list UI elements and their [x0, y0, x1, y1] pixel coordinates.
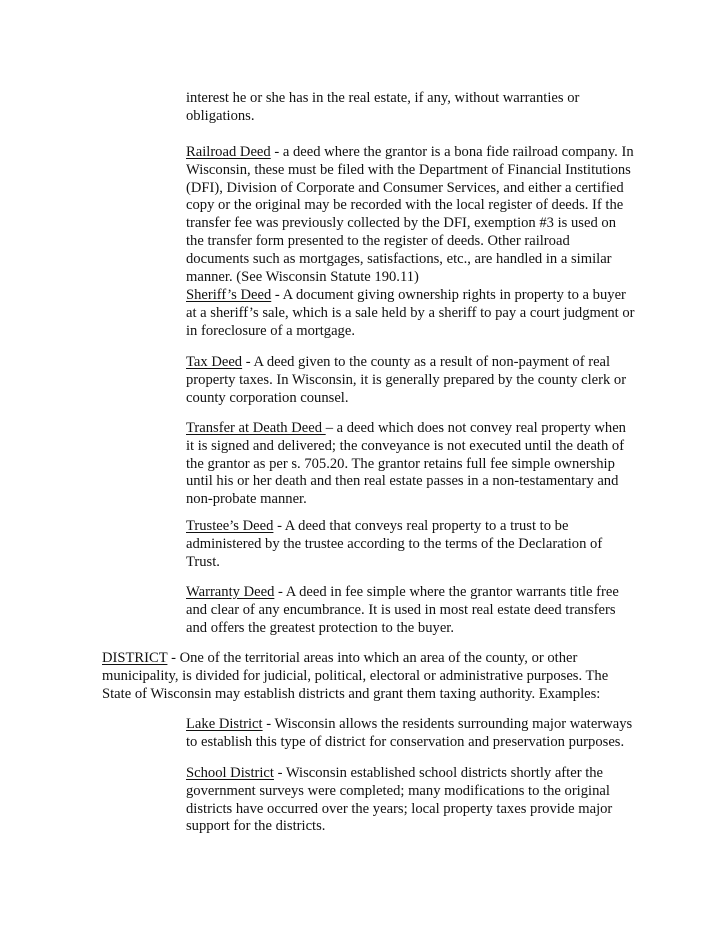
transfer-at-death-deed-entry: [186, 420, 636, 509]
trustees-deed-definition: - A deed that conveys real property to a trust to be administered by the trustee according to the terms of the Declaration of Trust.: [186, 518, 603, 570]
trustees-deed-entry: [186, 518, 636, 571]
railroad-deed-definition: - a deed where the grantor is a bona fide railroad company. In Wisconsin, these must be filed with the Department of Financial Institutions (DFI), Division of Corporate and Consumer Services, and either a certified copy or the original may be recorded with the local register of deeds. If the transfer fee was previously collected by the DFI, exemption #3 is used on the transfer form presented to the register of deeds. Other railroad documents such as mortgages, satisfactions, etc., are handled in a similar manner. (See Wisconsin Statute 190.11): [186, 144, 634, 285]
transfer-at-death-deed-definition: – a deed which does not convey real property when it is signed and delivered; the conveyance is not executed until the death of the grantor as per s. 705.20. The grantor retains full fee simple ownership until his or her death and then real estate passes in a non-testamentary and non-probate manner.: [186, 420, 626, 508]
sheriffs-deed-definition: - A document giving ownership rights in property to a buyer at a sheriff’s sale, which is a sale held by a sheriff to pay a court judgment or in foreclosure of a mortgage.: [186, 287, 635, 339]
school-district-entry: [186, 765, 636, 836]
district-entry: [102, 650, 636, 703]
tax-deed-term: Tax Deed: [186, 354, 243, 370]
railroad-deed-entry: [186, 144, 636, 286]
warranty-deed-entry: [186, 584, 636, 637]
tax-deed-definition: - A deed given to the county as a result of non-payment of real property taxes. In Wisconsin, it is generally prepared by the county clerk or county corporation counsel.: [186, 354, 627, 406]
district-term: DISTRICT: [102, 650, 168, 666]
continuation-paragraph: interest he or she has in the real estate, if any, without warranties or obligations.: [186, 90, 580, 124]
warranty-deed-definition: - A deed in fee simple where the grantor warrants title free and clear of any encumbrance. It is used in most real estate deed transfers and offers the greatest protection to the buyer.: [186, 584, 619, 636]
lake-district-term: Lake District: [186, 716, 263, 732]
railroad-deed-term: Railroad Deed: [186, 144, 271, 160]
tax-deed-entry: [186, 354, 636, 407]
lake-district-definition: - Wisconsin allows the residents surrounding major waterways to establish this type of district for conservation and preservation purposes.: [186, 716, 633, 750]
warranty-deed-term: Warranty Deed: [186, 584, 275, 600]
lake-district-entry: [186, 716, 636, 752]
sheriffs-deed-term: Sheriff’s Deed: [186, 287, 272, 303]
trustees-deed-term: Trustee’s Deed: [186, 518, 274, 534]
district-definition: - One of the territorial areas into which an area of the county, or other municipality, is divided for judicial, political, electoral or administrative purposes. The State of Wisconsin may establish districts and grant them taxing authority. Examples:: [102, 650, 609, 702]
school-district-definition: - Wisconsin established school districts shortly after the government surveys were completed; many modifications to the original districts have occurred over the years; local property taxes provide major support for the districts.: [186, 765, 613, 835]
sheriffs-deed-entry: [186, 287, 636, 340]
transfer-at-death-deed-term: Transfer at Death Deed: [186, 420, 326, 436]
school-district-term: School District: [186, 765, 274, 781]
